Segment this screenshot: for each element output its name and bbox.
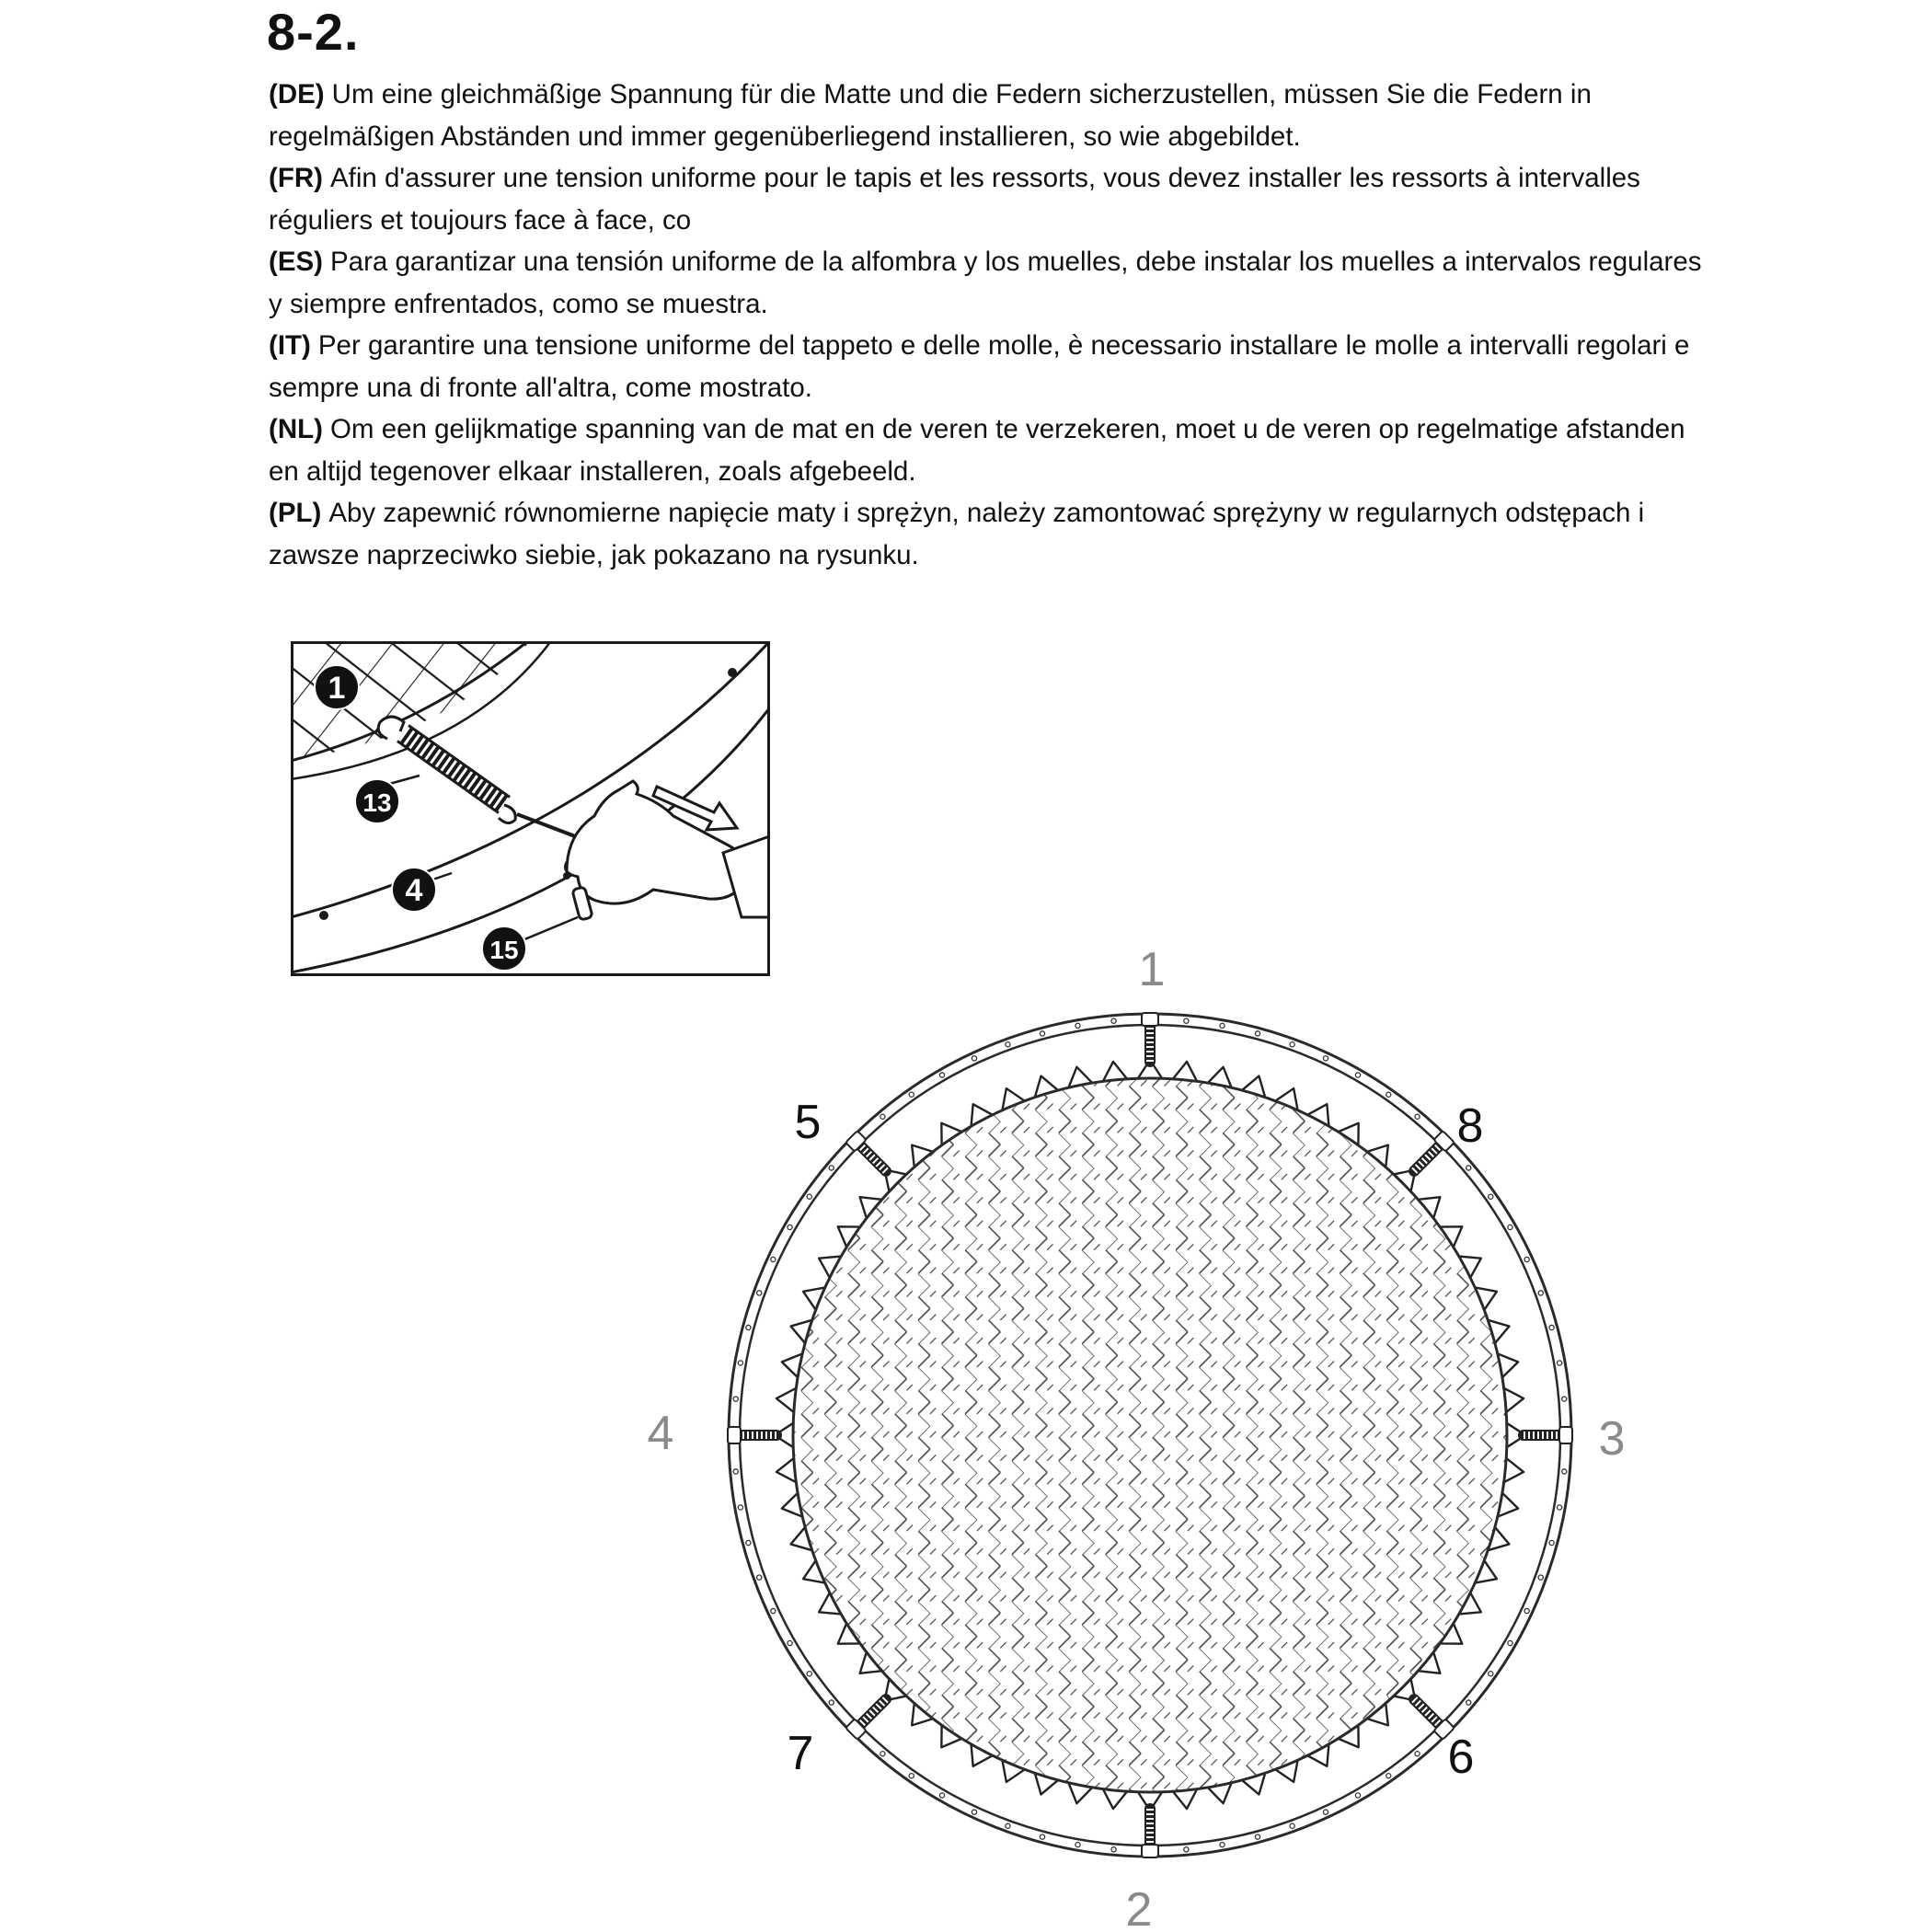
instruction-text: Aby zapewnić równomierne napięcie maty i sprężyn, należy zamontować sprężyny w regularnych odstępach i zawsze naprzeciwko siebie, jak pokazano na rysunku. [269,498,1645,570]
frame-hole [1111,1847,1116,1852]
order-label-4: 4 [647,1407,674,1460]
sleeve [723,830,770,917]
page-title: 8-2. [267,3,360,61]
callout-mat [315,665,359,709]
instruction-list [269,74,1704,576]
order-label-1: 1 [1138,943,1166,996]
frame-hole [1220,1843,1225,1847]
frame-hole [1355,1793,1360,1798]
lang-code: (PL) [269,498,322,528]
spring-coil [403,733,504,805]
callout-tool [482,926,526,971]
spring-installation-detail [291,641,770,976]
instruction-de [269,74,1704,157]
frame-hole [939,1793,944,1798]
frame-hole [1220,1023,1225,1028]
order-label-6: 6 [1447,1731,1475,1784]
instruction-text: Per garantire una tensione uniforme del tappeto e delle molle, è necessario installare le molle a intervalli regolari e sempre una di fronte all'altra, come mostrato. [269,330,1690,403]
instruction-text: Afin d'assurer une tension uniforme pour le tapis et les ressorts, vous devez installer les ressorts à intervalles réguliers et toujours face à face, co [269,163,1640,236]
frame-hole [1549,1325,1554,1329]
frame-hole [788,1640,792,1645]
frame-hole [880,1752,885,1756]
lang-code: (IT) [269,330,311,361]
frame-hole [1415,1114,1420,1119]
frame-hole [972,1810,976,1814]
instruction-es [269,241,1704,325]
frame-hole [1508,1225,1512,1229]
callout-tool-label: 15 [489,936,519,964]
frame-hole [1255,1031,1259,1036]
order-label-7: 7 [787,1727,814,1780]
spring-hook [1142,1845,1158,1857]
frame-hole [1538,1575,1543,1580]
frame-hole [1290,1042,1294,1047]
frame-hole [909,1092,914,1097]
frame-hole [1386,1092,1391,1097]
lang-code: (DE) [269,79,325,109]
callout-spring [355,779,399,823]
frame-hole [1508,1640,1512,1645]
frame-hole [757,1291,762,1295]
callout-mat-label: 1 [328,671,346,706]
frame-hole [1355,1073,1360,1077]
frame-hole [738,1505,742,1510]
frame-hole [733,1397,738,1401]
instruction-text: Para garantizar una tensión uniforme de la alfombra y los muelles, debe instalar los muelles a intervalos regulares y siempre enfrentados, como se muestra. [269,247,1702,319]
frame-hole [1006,1042,1010,1047]
instruction-fr [269,157,1704,241]
frame-hole [1562,1469,1567,1474]
spring-hook [1142,1013,1158,1026]
frame-hole [1006,1823,1010,1828]
lang-code: (FR) [269,163,323,193]
frame-hole [1040,1031,1044,1036]
frame-hole [1111,1018,1116,1023]
frame-hole [972,1056,976,1061]
frame-hole [1558,1361,1562,1365]
frame-hole [807,1672,811,1676]
callout-frame-label: 4 [405,873,423,908]
hand-with-tool [566,781,746,903]
order-label-2: 2 [1125,1883,1153,1932]
callout-spring-label: 13 [362,788,392,817]
frame-hole [1558,1505,1562,1510]
frame-hole [746,1540,751,1545]
frame-hole [909,1774,914,1778]
frame-hole [1075,1843,1080,1847]
frame-hole [1524,1257,1529,1261]
order-label-5: 5 [794,1096,822,1149]
frame-hole [757,1575,762,1580]
jumping-mat [793,1078,1507,1792]
instruction-it [269,325,1704,408]
spring-hook [1559,1427,1572,1443]
frame-hole [1040,1834,1044,1839]
frame-hole [319,911,328,920]
frame-hole [746,1325,751,1329]
frame-hole [1489,1194,1493,1199]
frame-hole [1562,1397,1567,1401]
frame-hole [939,1073,944,1077]
frame-hole [1466,1700,1471,1705]
frame-hole [1184,1847,1189,1852]
order-label-3: 3 [1598,1412,1626,1466]
spring-hook [728,1427,741,1443]
spring-order-diagram [626,934,1665,1932]
spring-hook [378,717,404,739]
lang-code: (ES) [269,247,323,277]
frame-hole [728,668,737,677]
frame-hole [829,1166,834,1170]
frame-hole [1415,1752,1420,1756]
frame-hole [880,1114,885,1119]
frame-hole [1323,1810,1328,1814]
frame-hole [1323,1056,1328,1061]
instruction-text: Um eine gleichmäßige Spannung für die Matte und die Federn sicherzustellen, müssen Sie die Federn in regelmäßigen Abständen und immer gegenüberliegend installieren, so wie abgebildet. [269,79,1592,152]
frame-hole [1075,1023,1080,1028]
frame-hole [738,1361,742,1365]
frame-hole [1524,1608,1529,1613]
frame-hole [788,1225,792,1229]
frame-hole [1184,1018,1189,1023]
frame-hole [1489,1672,1493,1676]
order-label-8: 8 [1456,1099,1484,1153]
frame-hole [771,1608,776,1613]
frame-hole [1538,1291,1543,1295]
frame-hole [1290,1823,1294,1828]
frame-hole [1549,1540,1554,1545]
lang-code: (NL) [269,414,323,444]
frame-hole [1255,1834,1259,1839]
frame-hole [829,1700,834,1705]
frame-hole [771,1257,776,1261]
instruction-pl [269,492,1704,576]
instruction-nl [269,408,1704,492]
frame-hole [733,1469,738,1474]
callout-frame [392,868,436,912]
frame-hole [1386,1774,1391,1778]
frame-hole [807,1194,811,1199]
frame-hole [1466,1166,1471,1170]
instruction-text: Om een gelijkmatige spanning van de mat en de veren te verzekeren, moet u de veren op regelmatige afstanden en altijd tegenover elkaar installeren, zoals afgebeeld. [269,414,1685,487]
